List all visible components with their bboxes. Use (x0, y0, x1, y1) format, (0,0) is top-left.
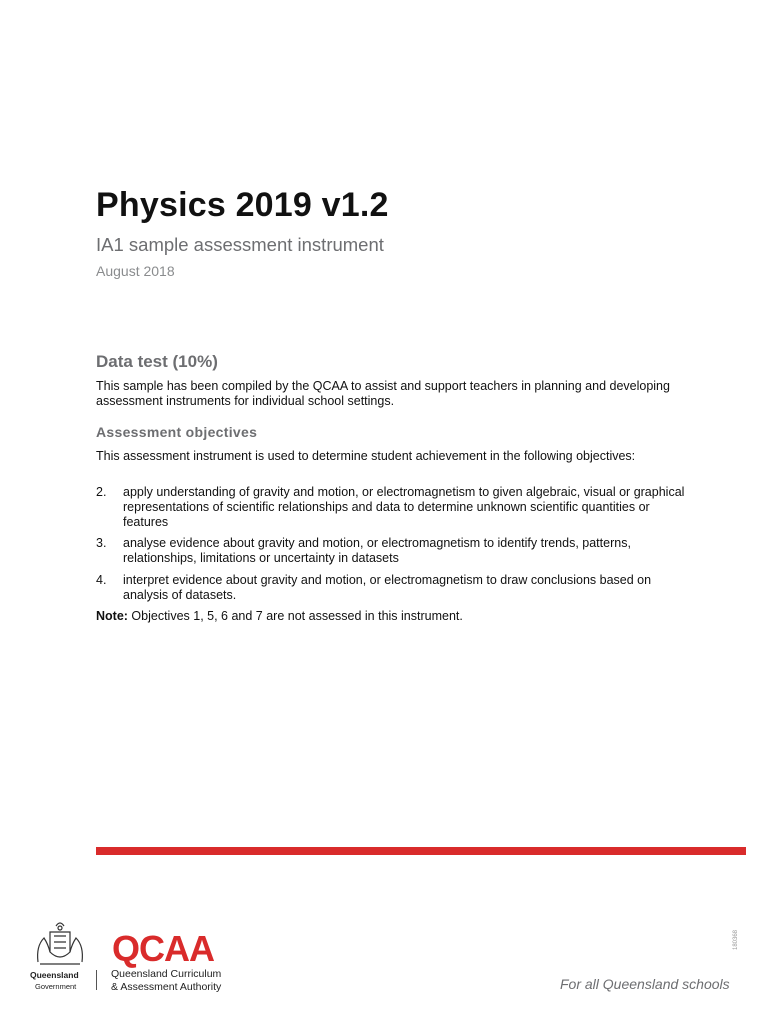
objective-text: analyse evidence about gravity and motion, or electromagnetism to identify trends, patterns, relationships, limitations or uncertainty in datasets (123, 536, 631, 565)
qcaa-name-line-2: & Assessment Authority (111, 981, 222, 993)
document-subtitle: IA1 sample assessment instrument (96, 234, 384, 255)
objective-text: apply understanding of gravity and motion, or electromagnetism to given algebraic, visual or graphical representations of scientific relationships and data to determine unknown scientific quantities or features (123, 485, 685, 529)
objectives-intro: This assessment instrument is used to determine student achievement in the following objectives: (96, 449, 636, 463)
section-heading: Data test (10%) (96, 352, 218, 371)
note-text: Objectives 1, 5, 6 and 7 are not assessed in this instrument. (127, 609, 463, 623)
document-code: 180368 (733, 929, 739, 950)
objective-item (96, 485, 696, 530)
objective-item (96, 573, 696, 603)
red-divider-rule (96, 847, 746, 855)
objective-number: 2. (96, 485, 107, 499)
government-label: Government (35, 982, 77, 991)
objective-item (96, 536, 696, 566)
objective-text: interpret evidence about gravity and motion, or electromagnetism to draw conclusions based on analysis of datasets. (123, 573, 652, 602)
note-label: Note: (96, 609, 128, 623)
objective-number: 4. (96, 573, 107, 587)
footer-tagline: For all Queensland schools (560, 976, 730, 992)
qcaa-name-line-1: Queensland Curriculum (111, 968, 222, 980)
qcaa-logo: QCAA (112, 928, 214, 969)
queensland-coat-of-arms-icon (28, 918, 92, 992)
government-name: Queensland (30, 970, 79, 980)
objectives-heading: Assessment objectives (96, 424, 258, 440)
document-date: August 2018 (96, 263, 175, 279)
objective-number: 3. (96, 536, 107, 550)
section-intro: This sample has been compiled by the QCAA to assist and support teachers in planning and developing assessment instruments for individual school settings. (96, 379, 670, 408)
logo-divider (96, 970, 97, 990)
objectives-note (96, 609, 463, 623)
document-title: Physics 2019 v1.2 (96, 186, 389, 224)
